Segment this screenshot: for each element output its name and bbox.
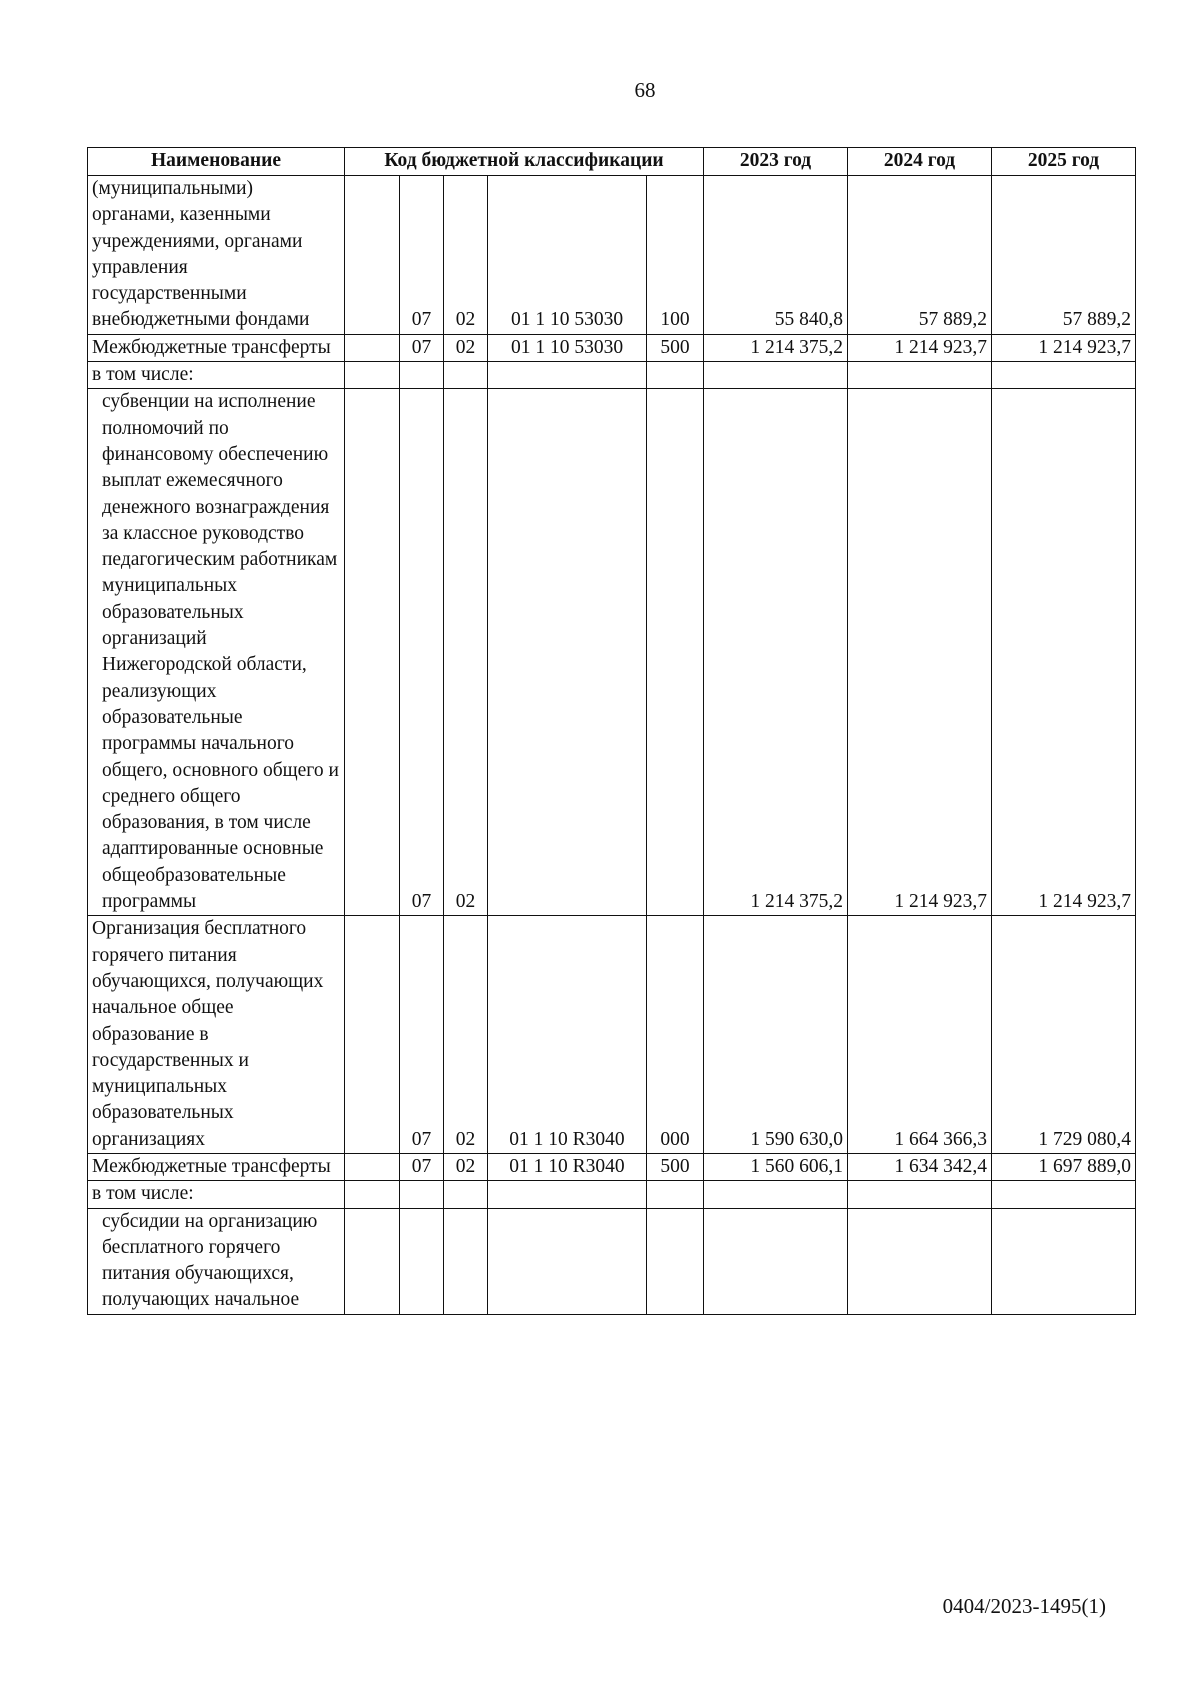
- target-article-code: 01 1 10 53030: [488, 176, 647, 335]
- target-article-code: [488, 362, 647, 389]
- target-article-code: [488, 389, 647, 916]
- value-2023: 1 560 606,1: [704, 1153, 848, 1180]
- row-name: Организация бесплатного горячего питания обучающихся, получающих начальное общее образование в государственных и муниципальных образовательных организациях: [88, 916, 345, 1154]
- value-2025: 1 214 923,7: [992, 334, 1136, 361]
- section-code: [400, 1208, 444, 1314]
- expense-type-code: 000: [647, 916, 704, 1154]
- code-cell: [345, 389, 400, 916]
- table-header-row: [88, 148, 1136, 176]
- row-name: Межбюджетные трансферты: [88, 334, 345, 361]
- value-2025: [992, 1208, 1136, 1314]
- table-row: [88, 916, 1136, 1154]
- document-code: 0404/2023-1495(1): [942, 1594, 1106, 1618]
- expense-type-code: 100: [647, 176, 704, 335]
- section-code: 07: [400, 176, 444, 335]
- subsection-code: [444, 1181, 488, 1208]
- subsection-code: [444, 362, 488, 389]
- value-2024: 57 889,2: [848, 176, 992, 335]
- value-2025: [992, 362, 1136, 389]
- value-2024: [848, 362, 992, 389]
- header-2024: 2024 год: [848, 148, 992, 176]
- value-2024: 1 214 923,7: [848, 389, 992, 916]
- target-article-code: [488, 1181, 647, 1208]
- expense-type-code: [647, 1181, 704, 1208]
- value-2023: 1 214 375,2: [704, 334, 848, 361]
- section-code: 07: [400, 1153, 444, 1180]
- target-article-code: 01 1 10 R3040: [488, 1153, 647, 1180]
- code-cell: [345, 1181, 400, 1208]
- subsection-code: 02: [444, 389, 488, 916]
- code-cell: [345, 362, 400, 389]
- value-2024: [848, 1208, 992, 1314]
- table-row: [88, 1153, 1136, 1180]
- subsection-code: 02: [444, 334, 488, 361]
- table-row: [88, 362, 1136, 389]
- section-code: 07: [400, 389, 444, 916]
- subsection-code: 02: [444, 176, 488, 335]
- table-row: [88, 1181, 1136, 1208]
- value-2023: 55 840,8: [704, 176, 848, 335]
- budget-table: [87, 147, 1136, 1315]
- value-2023: 1 590 630,0: [704, 916, 848, 1154]
- value-2025: 57 889,2: [992, 176, 1136, 335]
- code-cell: [345, 176, 400, 335]
- value-2023: [704, 1181, 848, 1208]
- code-cell: [345, 1208, 400, 1314]
- target-article-code: 01 1 10 53030: [488, 334, 647, 361]
- value-2024: 1 214 923,7: [848, 334, 992, 361]
- value-2024: [848, 1181, 992, 1208]
- target-article-code: 01 1 10 R3040: [488, 916, 647, 1154]
- header-2023: 2023 год: [704, 148, 848, 176]
- table-row: [88, 334, 1136, 361]
- row-name: в том числе:: [88, 1181, 345, 1208]
- target-article-code: [488, 1208, 647, 1314]
- row-name: в том числе:: [88, 362, 345, 389]
- code-cell: [345, 916, 400, 1154]
- value-2025: 1 214 923,7: [992, 389, 1136, 916]
- subsection-code: 02: [444, 1153, 488, 1180]
- expense-type-code: 500: [647, 1153, 704, 1180]
- code-cell: [345, 334, 400, 361]
- expense-type-code: 500: [647, 334, 704, 361]
- header-2025: 2025 год: [992, 148, 1136, 176]
- row-name: субвенции на исполнение полномочий по финансовому обеспечению выплат ежемесячного денежного вознаграждения за классное руководство педагогическим работникам муниципальных образовательных организаций Нижегородской области, реализующих образовательные программы начального общего, основного общего и среднего общего образования, в том числе адаптированные основные общеобразовательные программы: [88, 389, 345, 916]
- expense-type-code: [647, 1208, 704, 1314]
- row-name: субсидии на организацию бесплатного горячего питания обучающихся, получающих начальное: [88, 1208, 345, 1314]
- table-row: [88, 389, 1136, 916]
- section-code: 07: [400, 916, 444, 1154]
- table-row: [88, 1208, 1136, 1314]
- row-name: Межбюджетные трансферты: [88, 1153, 345, 1180]
- value-2025: 1 729 080,4: [992, 916, 1136, 1154]
- row-name: (муниципальными) органами, казенными учреждениями, органами управления государственными внебюджетными фондами: [88, 176, 345, 335]
- header-code: Код бюджетной классификации: [345, 148, 704, 176]
- code-cell: [345, 1153, 400, 1180]
- section-code: 07: [400, 334, 444, 361]
- value-2024: 1 634 342,4: [848, 1153, 992, 1180]
- subsection-code: 02: [444, 916, 488, 1154]
- value-2023: [704, 362, 848, 389]
- page-number: 68: [634, 78, 656, 102]
- section-code: [400, 1181, 444, 1208]
- value-2023: 1 214 375,2: [704, 389, 848, 916]
- expense-type-code: [647, 389, 704, 916]
- value-2025: [992, 1181, 1136, 1208]
- table-row: [88, 176, 1136, 335]
- header-name: Наименование: [88, 148, 345, 176]
- section-code: [400, 362, 444, 389]
- value-2024: 1 664 366,3: [848, 916, 992, 1154]
- value-2023: [704, 1208, 848, 1314]
- expense-type-code: [647, 362, 704, 389]
- subsection-code: [444, 1208, 488, 1314]
- value-2025: 1 697 889,0: [992, 1153, 1136, 1180]
